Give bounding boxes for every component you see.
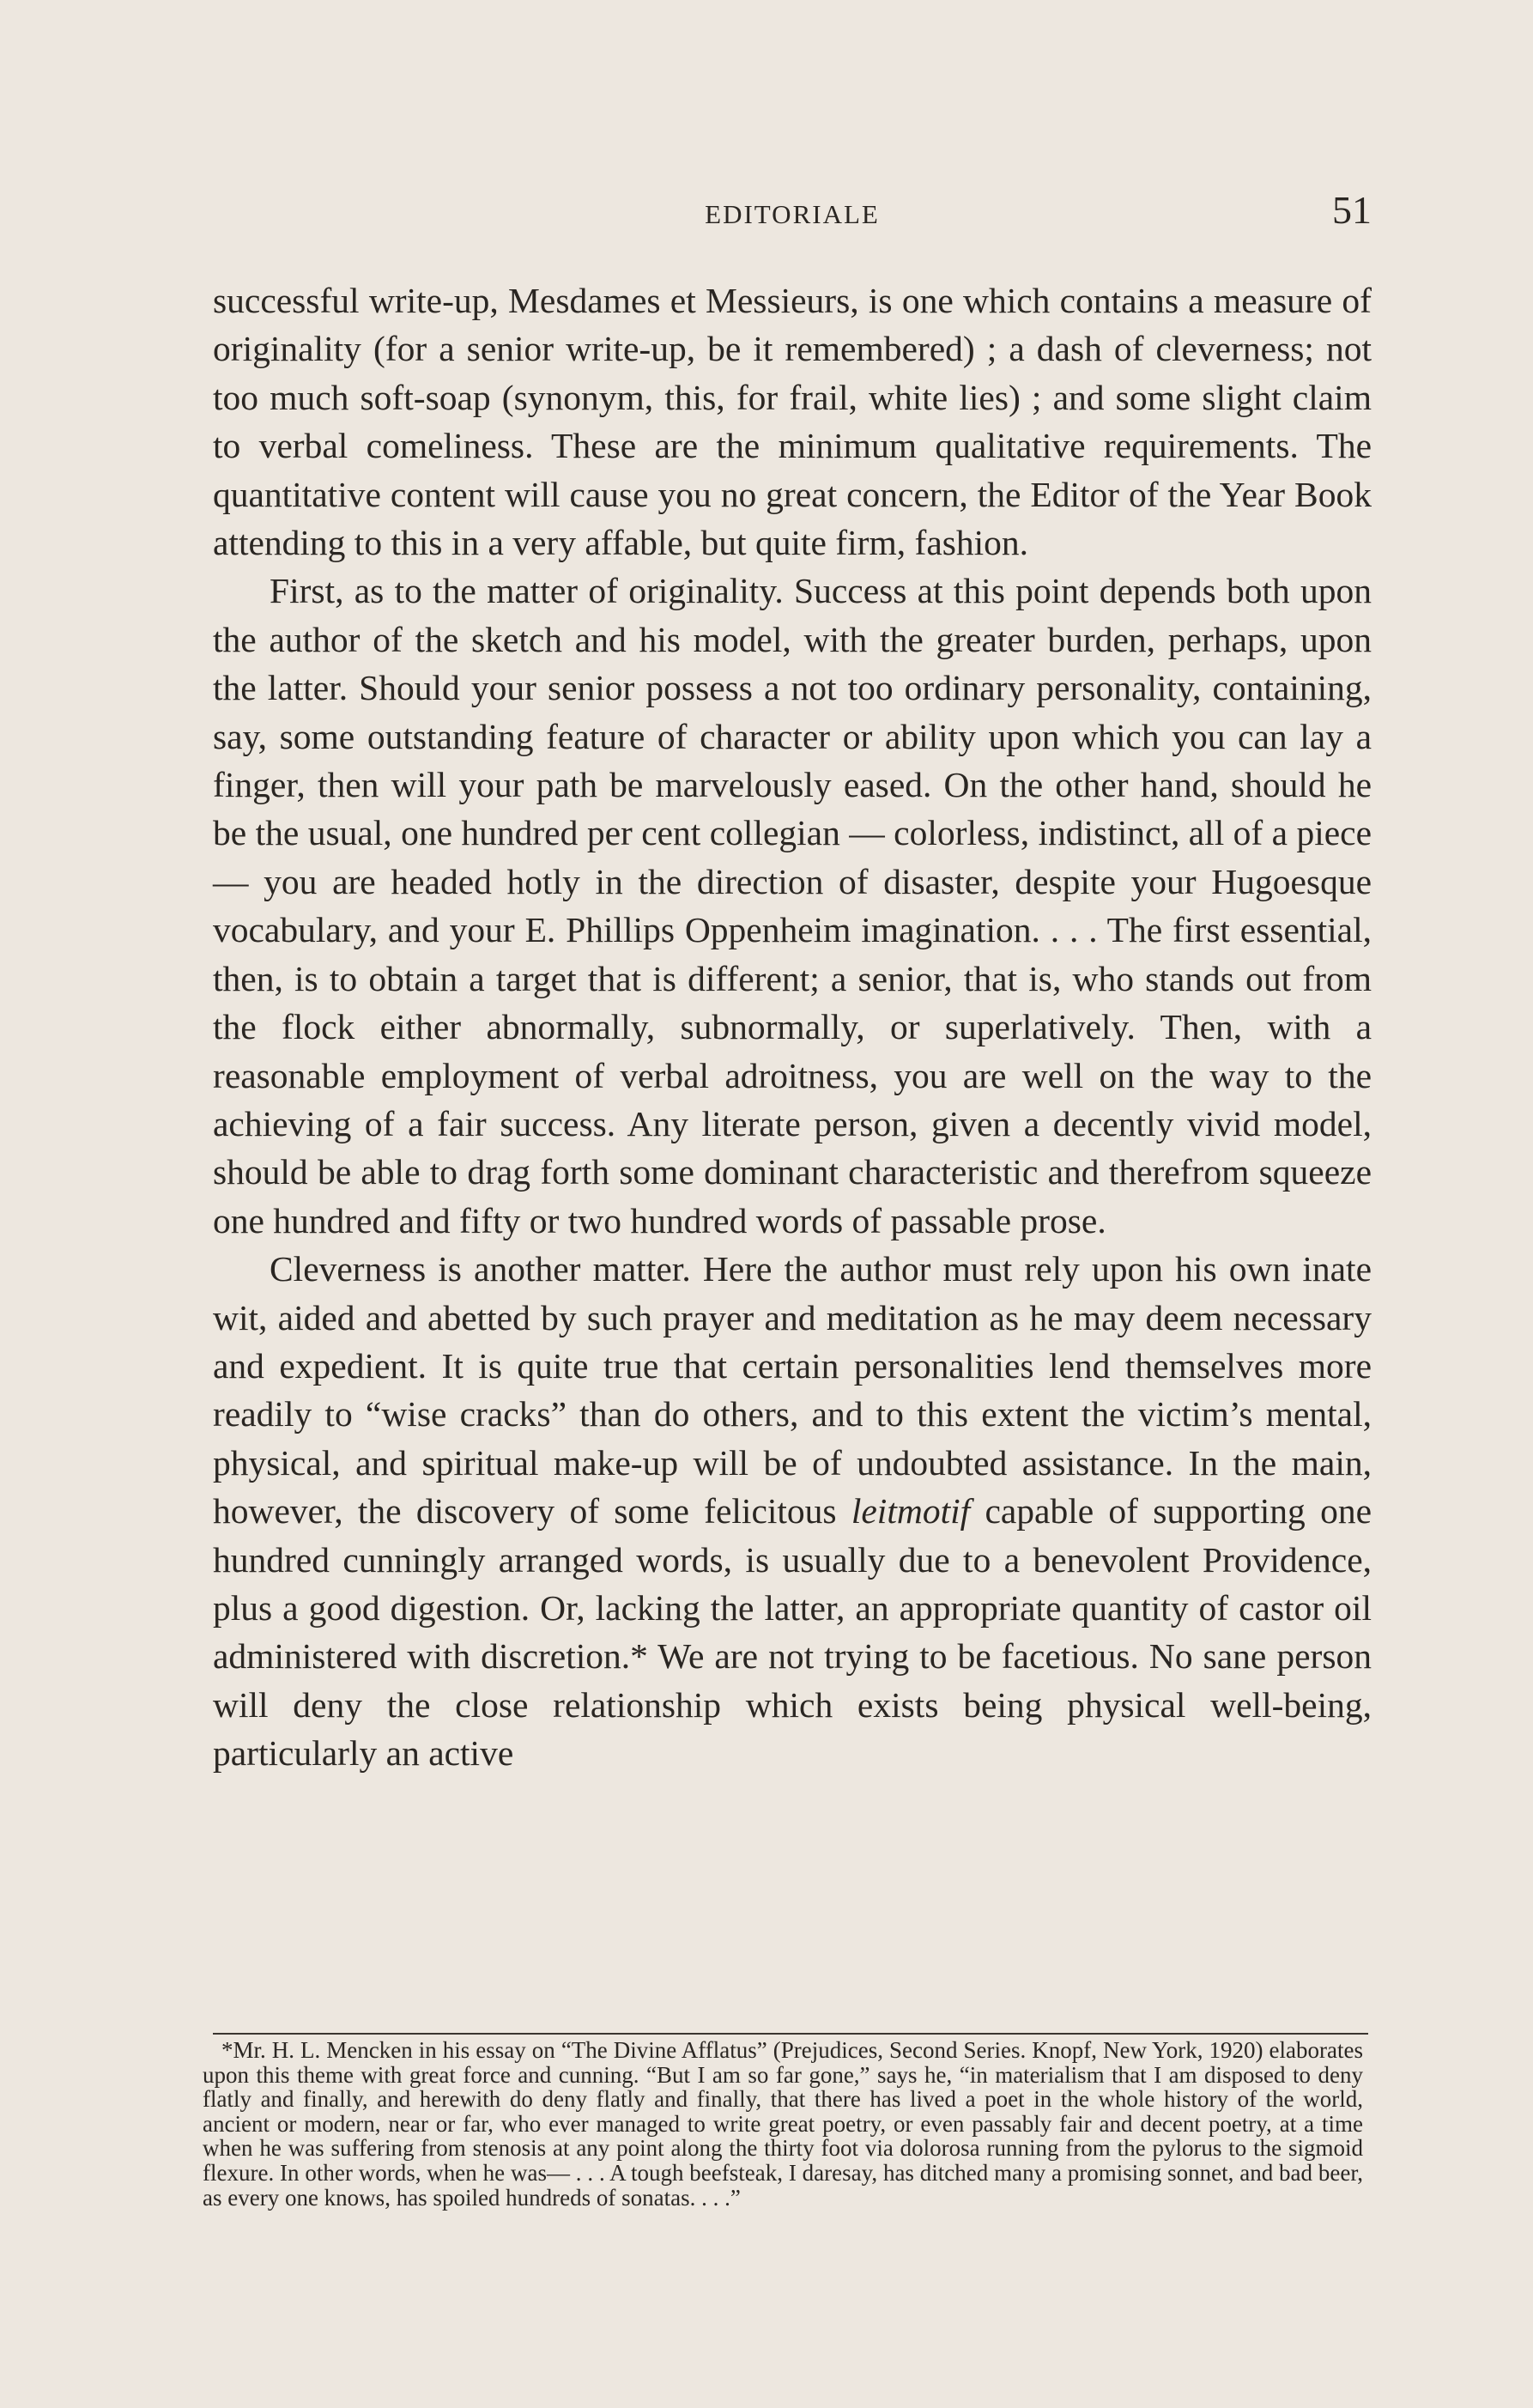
paragraph-1: successful write-up, Mesdames et Messieurs, is one which contains a measure of originality (for a senior write-up, be it remembered) ; a dash of cleverness; not too much soft-soap (synonym, this, for frail, white lies) ; and some slight claim to verbal comeliness. These are the minimum qualitative requirements. The quantitative content will cause you no great concern, the Editor of the Year Book attending to this in a very affable, but quite firm, fashion.	[213, 281, 1372, 563]
body-text	[213, 276, 1372, 1778]
paragraph-3	[213, 1245, 1372, 1777]
footnote	[203, 2038, 1363, 2210]
paragraph-3-text-before: Cleverness is another matter. Here the author must rely upon his own inate wit, aided and abetted by such prayer and meditation as he may deem necessary and expedient. It is quite true that certain personalities lend themselves more readily to “wise cracks” than do others, and to this extent the victim’s mental, physical, and spiritual make-up will be of undoubted assistance. In the main, however, the discovery of some felicitous	[213, 1249, 1372, 1532]
footnote-text: *Mr. H. L. Mencken in his essay on “The Divine Afflatus” (Prejudices, Second Series. Knopf, New York, 1920) elaborates upon this theme with great force and cunning. “But I am so far gone,” says he, “in materialism that I am disposed to deny flatly and finally, and herewith do deny flatly and finally, that there has lived a poet in the whole history of the world, ancient or modern, near or far, who ever managed to write great poetry, or even passably fair and decent poetry, at a time when he was suffering from stenosis at any point along the thirty foot via dolorosa running from the pylorus to the sigmoid flexure. In other words, when he was— . . . A tough beefsteak, I daresay, has ditched many a promising sonnet, and bad beer, as every one knows, has spoiled hundreds of sonatas. . . .”	[203, 2037, 1363, 2211]
page-header	[213, 187, 1372, 239]
page-number: 51	[1332, 188, 1372, 232]
running-head: EDITORIALE	[705, 199, 880, 229]
paragraph-3-italic-term: leitmotif	[851, 1491, 971, 1532]
paragraph-3-text-after: capable of supporting one hundred cunningly arranged words, is usually due to a benevolent Providence, plus a good digestion. Or, lacking the latter, an appropriate quantity of castor oil administered with discretion.* We are not trying to be facetious. No sane person will deny the close relationship which exists being physical well-being, particularly an active	[213, 1491, 1372, 1774]
footnote-rule	[213, 2033, 1368, 2035]
paragraph-2: First, as to the matter of originality. Success at this point depends both upon the author of the sketch and his model, with the greater burden, perhaps, upon the latter. Should your senior possess a not too ordinary personality, containing, say, some outstanding feature of character or ability upon which you can lay a finger, then will your path be marvelously eased. On the other hand, should he be the usual, one hundred per cent collegian — colorless, indistinct, all of a piece — you are headed hotly in the direction of disaster, despite your Hugoesque vocabulary, and your E. Phillips Oppenheim imagination. . . . The first essential, then, is to obtain a target that is different; a senior, that is, who stands out from the flock either abnormally, subnormally, or superlatively. Then, with a reasonable employment of verbal adroitness, you are well on the way to the achieving of a fair success. Any literate person, given a decently vivid model, should be able to drag forth some dominant characteristic and therefrom squeeze one hundred and fifty or two hundred words of passable prose.	[213, 571, 1372, 1240]
